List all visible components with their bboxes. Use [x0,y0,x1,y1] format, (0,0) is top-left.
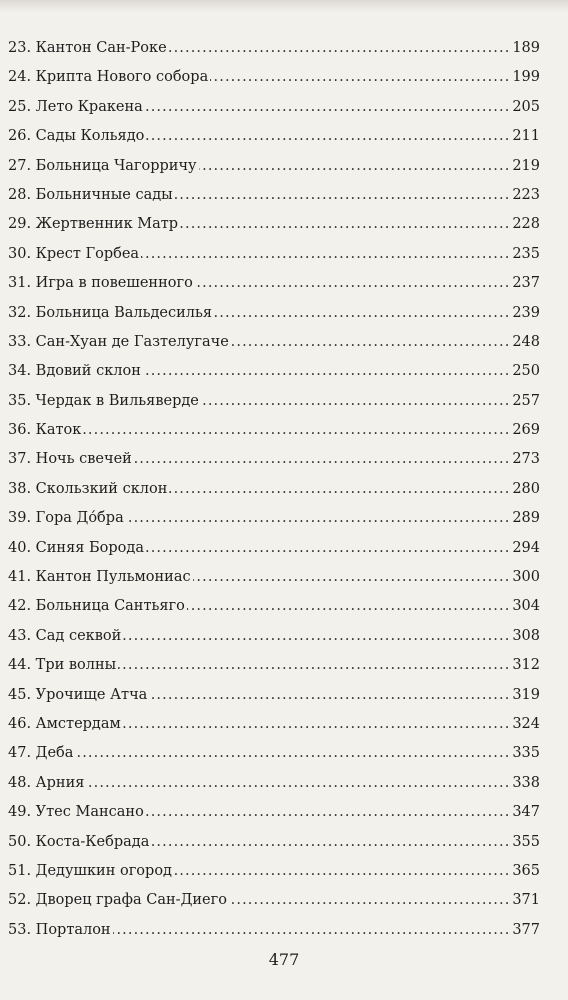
toc-entry [8,152,540,181]
entry-title: ..... 42. Больница Сантьяго [8,592,187,621]
entry-title: ..... 44. Три волны [8,651,118,680]
entry-page-number: 294 [510,534,540,563]
entry-page-number: 248 [510,328,540,357]
entry-page-number: 371 [510,886,540,915]
entry-title: ..... 51. Дедушкин огород [8,857,174,886]
entry-title: ..... 25. Лето Кракена [8,93,145,122]
entry-page-number: 269 [510,416,540,445]
toc-entry [8,387,540,416]
entry-title: ..... 30. Крест Горбеа [8,240,141,269]
toc-entry [8,622,540,651]
entry-page-number: 219 [510,152,540,181]
toc-entry [8,563,540,592]
toc-entry [8,534,540,563]
toc-entry [8,445,540,474]
entry-page-number: 300 [510,563,540,592]
toc-entry [8,269,540,298]
entry-title: ..... 29. Жертвенник Матр [8,210,180,239]
entry-title: ..... 37. Ночь свечей [8,445,134,474]
toc-entry [8,769,540,798]
entry-title: ..... 47. Деба [8,739,75,768]
entry-page-number: 304 [510,592,540,621]
page-top-edge [0,0,568,12]
toc-entry [8,240,540,269]
entry-title: ..... 49. Утес Мансано [8,798,146,827]
entry-title: ..... 23. Кантон Сан-Роке [8,34,169,63]
toc-entry [8,299,540,328]
toc-entry [8,34,540,63]
entry-title: ..... 53. Порталон [8,916,113,945]
entry-page-number: 319 [510,681,540,710]
entry-page-number: 273 [510,445,540,474]
toc-entry [8,475,540,504]
toc-entry [8,504,540,533]
entry-title: ..... 45. Урочище Атча [8,681,149,710]
entry-title: ..... 36. Каток [8,416,83,445]
entry-page-number: 324 [510,710,540,739]
entry-page-number: 205 [510,93,540,122]
entry-title: ..... 39. Гора До́бра [8,504,126,533]
page-number: 477 [268,950,300,969]
entry-page-number: 228 [510,210,540,239]
entry-page-number: 189 [510,34,540,63]
toc-entry [8,328,540,357]
entry-title: ..... 48. Арния [8,769,86,798]
entry-page-number: 237 [510,269,540,298]
entry-title: ..... 43. Сад секвой [8,622,123,651]
entry-page-number: 335 [510,739,540,768]
table-of-contents [0,34,568,945]
entry-title: ..... 41. Кантон Пульмониас [8,563,193,592]
entry-title: ..... 34. Вдовий склон [8,357,143,386]
entry-page-number: 280 [510,475,540,504]
toc-entry [8,681,540,710]
toc-entry [8,416,540,445]
entry-page-number: 338 [510,769,540,798]
entry-page-number: 355 [510,828,540,857]
entry-page-number: 223 [510,181,540,210]
entry-page-number: 289 [510,504,540,533]
toc-entry [8,181,540,210]
entry-page-number: 312 [510,651,540,680]
entry-title: ..... 46. Амстердам [8,710,123,739]
entry-page-number: 257 [510,387,540,416]
entry-page-number: 239 [510,299,540,328]
toc-entry [8,210,540,239]
entry-title: ..... 28. Больничные сады [8,181,175,210]
entry-title: ..... 38. Скользкий склон [8,475,169,504]
entry-page-number: 235 [510,240,540,269]
toc-entry [8,122,540,151]
entry-page-number: 377 [510,916,540,945]
entry-title: ..... 35. Чердак в Вильяверде [8,387,201,416]
entry-title: ..... 26. Сады Кольядо [8,122,146,151]
toc-entry [8,739,540,768]
entry-title: ..... 31. Игра в повешенного [8,269,195,298]
entry-page-number: 365 [510,857,540,886]
entry-title: ..... 50. Коста-Кебрада [8,828,151,857]
entry-title: ..... 27. Больница Чагорричу [8,152,199,181]
entry-title: ..... 24. Крипта Нового собора [8,63,210,92]
toc-entry [8,93,540,122]
entry-title: ..... 52. Дворец графа Сан-Диего [8,886,229,915]
toc-entry [8,857,540,886]
toc-entry [8,651,540,680]
entry-page-number: 250 [510,357,540,386]
toc-entry [8,592,540,621]
toc-entry [8,886,540,915]
toc-entry [8,916,540,945]
entry-title: ..... 32. Больница Вальдесилья [8,299,214,328]
toc-entry [8,828,540,857]
toc-entry [8,798,540,827]
entry-page-number: 308 [510,622,540,651]
toc-entry [8,357,540,386]
entry-title: ..... 33. Сан-Хуан де Газтелугаче [8,328,231,357]
toc-entry [8,710,540,739]
entry-page-number: 211 [510,122,540,151]
toc-entry [8,63,540,92]
entry-page-number: 199 [510,63,540,92]
entry-page-number: 347 [510,798,540,827]
entry-title: ..... 40. Синяя Борода [8,534,146,563]
